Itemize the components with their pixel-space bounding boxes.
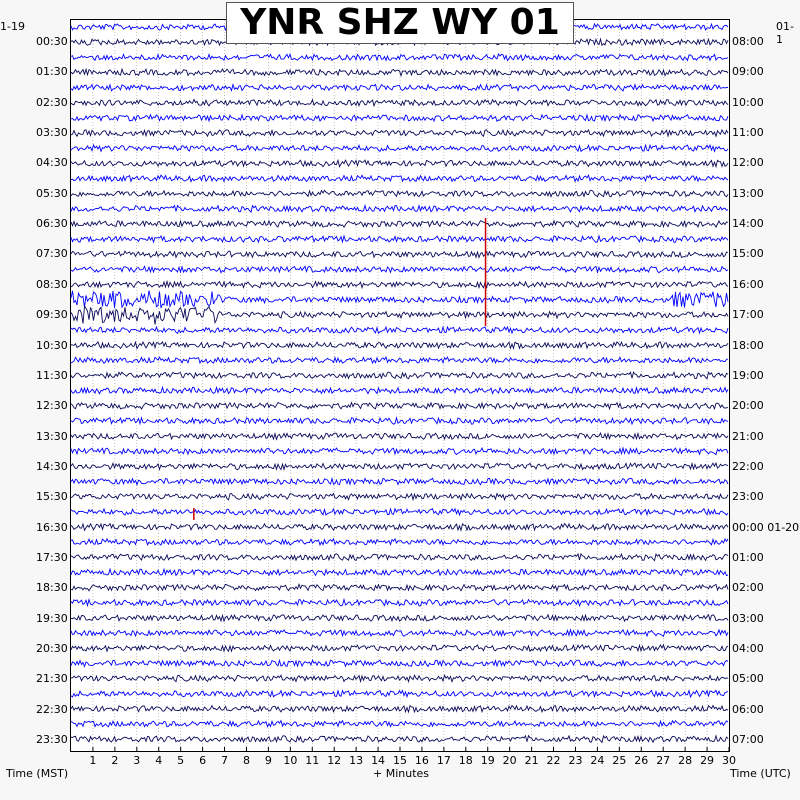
x-tick-label: 15 — [393, 754, 407, 767]
x-tick-label: 6 — [199, 754, 207, 767]
x-tick-label: 19 — [480, 754, 495, 767]
x-tick-label: 11 — [305, 754, 320, 767]
right-time-tick: 16:00 — [732, 277, 764, 291]
x-tick-label: 29 — [700, 754, 715, 767]
x-tick-label: 21 — [524, 754, 539, 767]
right-time-tick: 12:00 — [732, 156, 764, 170]
left-time-tick: 03:30 — [36, 126, 68, 140]
x-tick-label: 27 — [656, 754, 671, 767]
x-tick-label: 10 — [283, 754, 298, 767]
x-tick-label: 14 — [371, 754, 386, 767]
x-tick-label: 12 — [327, 754, 342, 767]
left-time-tick: 23:30 — [36, 733, 68, 747]
x-tick-label: 7 — [221, 754, 229, 767]
left-time-tick: 06:30 — [36, 217, 68, 231]
right-time-tick: 10:00 — [732, 95, 764, 109]
right-time-tick: 19:00 — [732, 368, 764, 382]
right-time-tick: 06:00 — [732, 702, 764, 716]
right-time-tick: 23:00 — [732, 490, 764, 504]
left-date-label: 1-19 — [0, 20, 25, 33]
x-tick-label: 5 — [177, 754, 185, 767]
x-tick-label: 18 — [458, 754, 473, 767]
right-time-tick: 09:00 — [732, 65, 764, 79]
left-time-tick: 16:30 — [36, 520, 68, 534]
left-time-tick: 13:30 — [36, 429, 68, 443]
right-axis-label: Time (UTC) — [730, 767, 791, 780]
x-tick-label: 8 — [242, 754, 250, 767]
x-tick-label: 13 — [349, 754, 364, 767]
x-tick-label: 23 — [568, 754, 583, 767]
right-time-tick: 02:00 — [732, 581, 764, 595]
right-time-tick: 08:00 — [732, 35, 764, 48]
right-time-tick: 05:00 — [732, 672, 764, 686]
left-time-tick: 18:30 — [36, 581, 68, 595]
left-time-tick: 05:30 — [36, 186, 68, 200]
x-tick-label: 20 — [502, 754, 517, 767]
right-time-tick: 07:00 — [732, 733, 764, 747]
right-time-tick: 01:00 — [732, 550, 764, 564]
x-tick-label: 24 — [590, 754, 605, 767]
left-time-tick: 17:30 — [36, 550, 68, 564]
x-tick-label: 17 — [436, 754, 451, 767]
x-axis-label: + Minutes — [373, 767, 430, 780]
x-tick-label: 22 — [546, 754, 561, 767]
left-time-tick: 00:30 — [36, 35, 68, 48]
right-time-tick: 04:00 — [732, 642, 764, 655]
right-time-tick: 11:00 — [732, 126, 764, 140]
right-time-tick: 03:00 — [732, 611, 764, 625]
x-tick-label: 28 — [678, 754, 693, 767]
left-time-tick: 20:30 — [36, 642, 68, 655]
right-time-tick: 00:00 01-20 — [732, 520, 800, 534]
left-axis-label: Time (MST) — [6, 767, 69, 780]
x-tick-label: 25 — [612, 754, 627, 767]
left-time-tick: 10:30 — [36, 338, 68, 352]
left-time-tick: 07:30 — [36, 247, 68, 261]
right-time-tick: 18:00 — [732, 338, 764, 352]
left-time-tick: 08:30 — [36, 277, 68, 291]
left-time-tick: 12:30 — [36, 399, 68, 413]
right-time-tick: 13:00 — [732, 186, 764, 200]
left-time-tick: 09:30 — [36, 308, 68, 322]
right-time-tick: 22:00 — [732, 459, 764, 473]
x-tick-label: 1 — [89, 754, 97, 767]
right-time-tick: 20:00 — [732, 399, 764, 413]
left-time-tick: 11:30 — [36, 368, 68, 382]
left-time-tick: 22:30 — [36, 702, 68, 716]
x-tick-label: 30 — [722, 754, 736, 767]
right-time-tick: 21:00 — [732, 429, 764, 443]
left-time-tick: 19:30 — [36, 611, 68, 625]
right-time-tick: 14:00 — [732, 217, 764, 231]
x-tick-label: 9 — [264, 754, 272, 767]
x-tick-label: 2 — [111, 754, 119, 767]
right-time-tick: 17:00 — [732, 308, 764, 322]
right-date-label: 01-1 — [776, 20, 794, 46]
left-time-tick: 01:30 — [36, 65, 68, 79]
x-tick-label: 3 — [133, 754, 141, 767]
right-time-tick: 15:00 — [732, 247, 764, 261]
left-time-tick: 02:30 — [36, 95, 68, 109]
x-tick-label: 4 — [155, 754, 163, 767]
left-time-tick: 15:30 — [36, 490, 68, 504]
x-tick-label: 16 — [414, 754, 429, 767]
left-time-tick: 14:30 — [36, 459, 68, 473]
x-tick-label: 26 — [634, 754, 649, 767]
chart-title: YNR SHZ WY 01 — [226, 2, 574, 44]
left-time-tick: 21:30 — [36, 672, 68, 686]
left-time-tick: 04:30 — [36, 156, 68, 170]
